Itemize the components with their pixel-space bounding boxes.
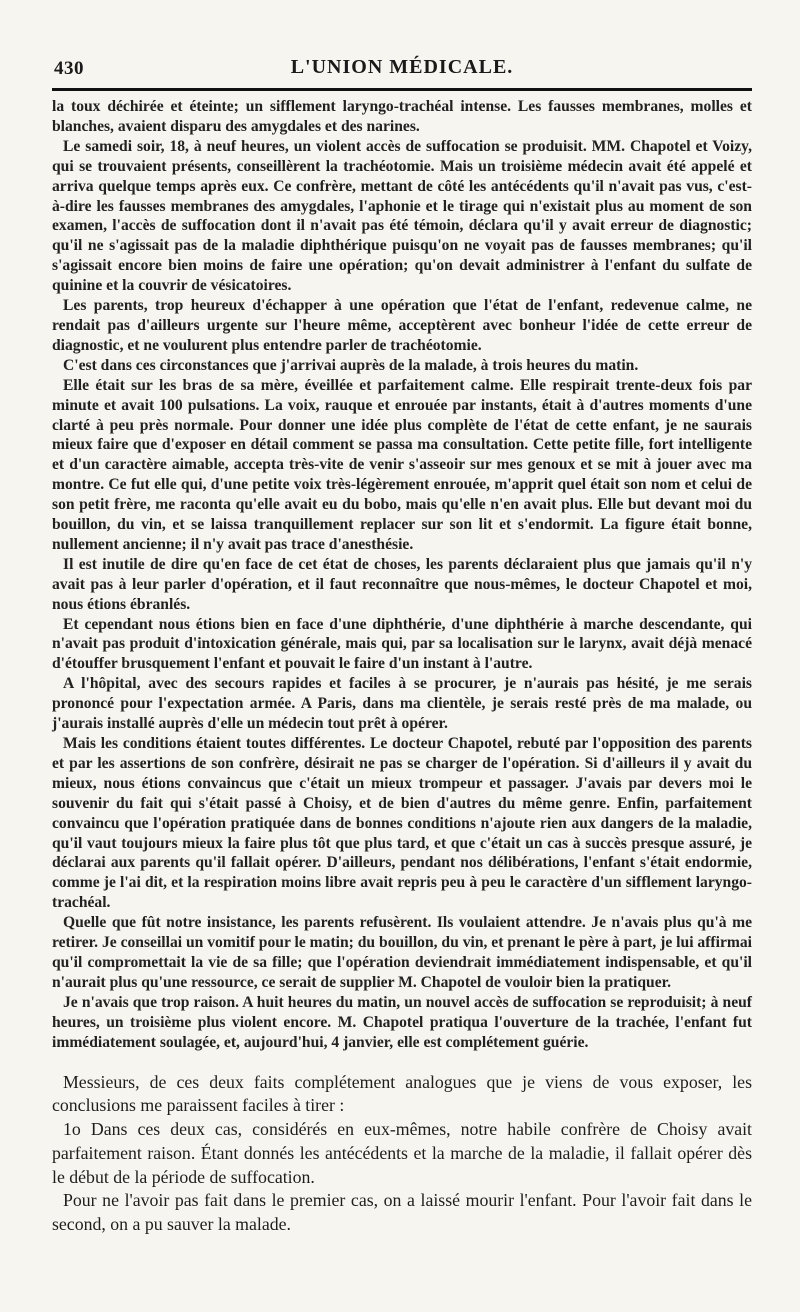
paragraph-2: Le samedi soir, 18, à neuf heures, un violent accès de suffocation se produisit. MM. Chapotel et Voizy, qui se trouvaient présents, conseillèrent la trachéotomie. Mais un troisième médecin avait été appelé et arriva quelque temps après eux. Ce confrère, mettant de côté les antécédents qu'il n'avait pas vus, c'est-à-dire les fausses membranes des amygdales, l'aphonie et le tirage qui n'existait plus au moment de son examen, l'accès de suffocation dont il n'avait pas été témoin, déclara qu'il y avait erreur de diagnostic; qu'il ne s'agissait pas de la maladie diphthérique puisqu'on ne voyait pas de fausses membranes; qu'il s'agissait encore bien moins de faire une opération; qu'on devait administrer à l'enfant du sulfate de quinine et la couvrir de vésicatoires. [52,137,752,295]
journal-page [52,50,752,1237]
paragraph-7: Et cependant nous étions bien en face d'une diphthérie, d'une diphthérie à marche descendante, qui n'avait pas produit d'intoxication générale, mais qui, par sa localisation sur le larynx, avait déjà menacé d'étouffer brusquement l'enfant et pouvait le faire d'un instant à l'autre. [52,615,752,673]
conclusion-section [52,1071,752,1238]
paragraph-1: la toux déchirée et éteinte; un sifflement laryngo-trachéal intense. Les fausses membranes, molles et blanches, avaient disparu des amygdales et des narines. [52,98,752,135]
conclusion-intro: Messieurs, de ces deux faits complétement analogues que je viens de vous exposer, les conclusions me paraissent faciles à tirer : [52,1071,752,1116]
paragraph-10: Quelle que fût notre insistance, les parents refusèrent. Ils voulaient attendre. Je n'avais plus qu'à me retirer. Je conseillai un vomitif pour le matin; du bouillon, du vin, et prenant le père à part, je lui affirmai qu'il compromettait la vie de sa fille; que l'opération deviendrait immédiatement indispensable, et qu'il n'aurait plus qu'une ressource, ce serait de supplier M. Chapotel de vouloir bien la pratiquer. [52,914,752,991]
article-body [52,97,752,1053]
paragraph-6: Il est inutile de dire qu'en face de cet état de choses, les parents déclaraient plus que jamais qu'il n'y avait pas à leur parler d'opération, et il faut reconnaître que nous-mêmes, le docteur Chapotel et moi, nous étions ébranlés. [52,555,752,613]
paragraph-3: Les parents, trop heureux d'échapper à une opération que l'état de l'enfant, redevenue calme, ne rendait pas d'ailleurs urgente sur l'heure même, acceptèrent avec bonheur l'idée de cette erreur de diagnostic, et ne voulurent plus entendre parler de trachéotomie. [52,297,752,354]
page-header [52,50,752,86]
paragraph-4: C'est dans ces circonstances que j'arrivai auprès de la malade, à trois heures du matin. [63,356,639,374]
paragraph-8: A l'hôpital, avec des secours rapides et faciles à se procurer, je n'aurais pas hésité, je me serais prononcé pour l'expectation armée. A Paris, dans ma clientèle, je serais resté près de ma malade, ou j'aurais installé auprès d'elle un médecin tout prêt à opérer. [52,675,752,733]
conclusion-point-2: Pour ne l'avoir pas fait dans le premier cas, on a laissé mourir l'enfant. Pour l'avoir fait dans le second, on a pu sauver la malade. [52,1190,752,1235]
journal-title: L'UNION MÉDICALE. [290,56,514,78]
conclusion-point-1: 1o Dans ces deux cas, considérés en eux-mêmes, notre habile confrère de Choisy avait parfaitement raison. Étant donnés les antécédents et la marche de la maladie, il fallait opérer dès le début de la période de suffocation. [52,1119,752,1187]
paragraph-9: Mais les conditions étaient toutes différentes. Le docteur Chapotel, rebuté par l'opposition des parents et par les assertions de son confrère, désirait ne pas se charger de l'opération. Si d'ailleurs il y avait du mieux, nous étions convaincus que c'était un mieux trompeur et passager. J'avais par devers moi le souvenir du fait qui s'était passé à Choisy, et de bien d'autres du même genre. Enfin, parfaitement convaincu que l'opération pratiquée dans de bonnes conditions n'ajoute rien aux dangers de la maladie, qu'il vaut toujours mieux la faire plus tôt que plus tard, et que c'était un cas à succès presque assuré, je déclarai aux parents qu'il fallait opérer. D'ailleurs, pendant nos délibérations, l'enfant s'était endormie, comme je l'ai dit, et la respiration moins libre avait repris peu à peu le caractère d'un sifflement laryngo-trachéal. [52,735,752,912]
header-rule [52,88,752,91]
page-number: 430 [54,58,84,79]
paragraph-5: Elle était sur les bras de sa mère, éveillée et parfaitement calme. Elle respirait trente-deux fois par minute et avait 100 pulsations. La voix, rauque et enrouée par instants, était à d'autres moments d'une clarté à peu près normale. Pour donner une idée plus complète de l'état de cette enfant, je ne saurais mieux faire que d'exposer en détail comment se passa ma consultation. Cette petite fille, fort intelligente et d'un caractère aimable, accepta très-vite de venir s'asseoir sur mes genoux et se mit à jouer avec ma montre. Ce fut elle qui, d'une petite voix très-légèrement enrouée, m'apprit quel était son nom et celui de son petit frère, me raconta qu'elle avait eu du bobo, mais qu'elle n'en avait plus. Elle but devant moi du bouillon, du vin, et se laissa tranquillement replacer sur son lit et s'endormit. La figure était bonne, nullement ancienne; il n'y avait pas trace d'anesthésie. [52,376,752,553]
paragraph-11: Je n'avais que trop raison. A huit heures du matin, un nouvel accès de suffocation se reproduisit; à neuf heures, un troisième plus violent encore. M. Chapotel pratiqua l'ouverture de la trachée, l'enfant fut immédiatement soulagée, et, aujourd'hui, 4 janvier, elle est complétement guérie. [52,993,752,1051]
